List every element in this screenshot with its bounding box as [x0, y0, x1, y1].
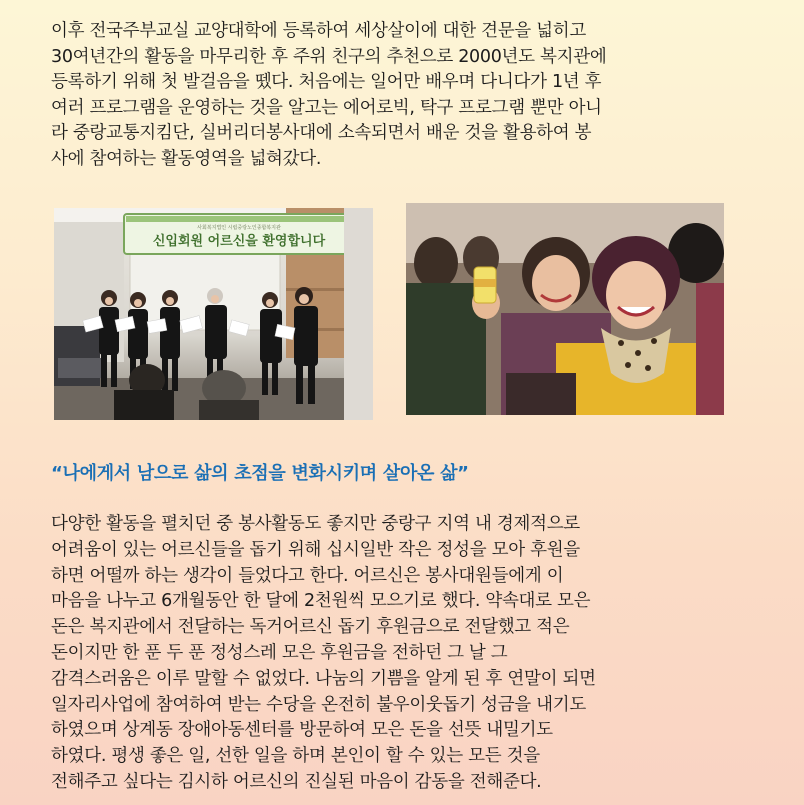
- intro-paragraph: [51, 19, 771, 173]
- text-line: 여러 프로그램을 운영하는 것을 알고는 에어로빅, 탁구 프로그램 뿐만 아니: [51, 97, 602, 118]
- text-line: 하였다. 평생 좋은 일, 선한 일을 하며 본인이 할 수 있는 모든 것을: [51, 746, 540, 767]
- smiling-women-photo: [406, 203, 724, 415]
- smiling-women-illustration: [406, 203, 724, 415]
- text-line: 다양한 활동을 펼치던 중 봉사활동도 좋지만 중랑구 지역 내 경제적으로: [51, 514, 580, 534]
- choir-performance-photo: [54, 208, 373, 420]
- text-line: 라 중랑교통지킴단, 실버리더봉사대에 소속되면서 배운 것을 활용하여 봉: [51, 123, 592, 144]
- text-line: 사에 참여하는 활동영역을 넓혀갔다.: [51, 148, 322, 169]
- text-line: 돈은 복지관에서 전달하는 독거어르신 돕기 후원금으로 전달했고 적은: [51, 617, 570, 638]
- text-line: 어려움이 있는 어르신들을 돕기 위해 십시일반 작은 정성을 모아 후원을: [51, 539, 580, 560]
- text-line: 전해주고 싶다는 김시하 어르신의 진실된 마음이 감동을 전해준다.: [51, 771, 542, 792]
- body-paragraph: [51, 512, 771, 796]
- banner-text: 신입회원 어르신을 환영합니다: [152, 234, 326, 249]
- text-line: 돈이지만 한 푼 두 푼 정성스레 모은 후원금을 전하던 그 날 그: [51, 642, 508, 663]
- text-line: 하면 어떨까 하는 생각이 들었다고 한다. 어르신은 봉사대원들에게 이: [51, 565, 564, 586]
- text-line: 감격스러움은 이루 말할 수 없었다. 나눔의 기쁨을 알게 된 후 연말이 되면: [51, 668, 596, 689]
- choir-performance-illustration: [54, 208, 373, 420]
- text-line: 30여년간의 활동을 마무리한 후 주위 친구의 추천으로 2000년도 복지관에: [51, 46, 607, 67]
- text-line: 등록하기 위해 첫 발걸음을 뗐다. 처음에는 일어만 배우며 다니다가 1년 후: [51, 72, 602, 93]
- banner-small-text: 사회복지법인 시립중랑노인종합복지관: [197, 225, 281, 231]
- text-line: 이후 전국주부교실 교양대학에 등록하여 세상살이에 대한 견문을 넓히고: [51, 21, 586, 41]
- quote-heading: “나에게서 남으로 삶의 초점을 변화시키며 살아온 삶”: [51, 463, 469, 484]
- text-line: 마음을 나누고 6개월동안 한 달에 2천원씩 모으기로 했다. 약속대로 모은: [51, 591, 591, 612]
- text-line: 일자리사업에 참여하여 받는 수당을 온전히 불우이웃돕기 성금을 내기도: [51, 694, 586, 715]
- text-line: 하였으며 상계동 장애아동센터를 방문하여 모은 돈을 선뜻 내밀기도: [51, 720, 553, 741]
